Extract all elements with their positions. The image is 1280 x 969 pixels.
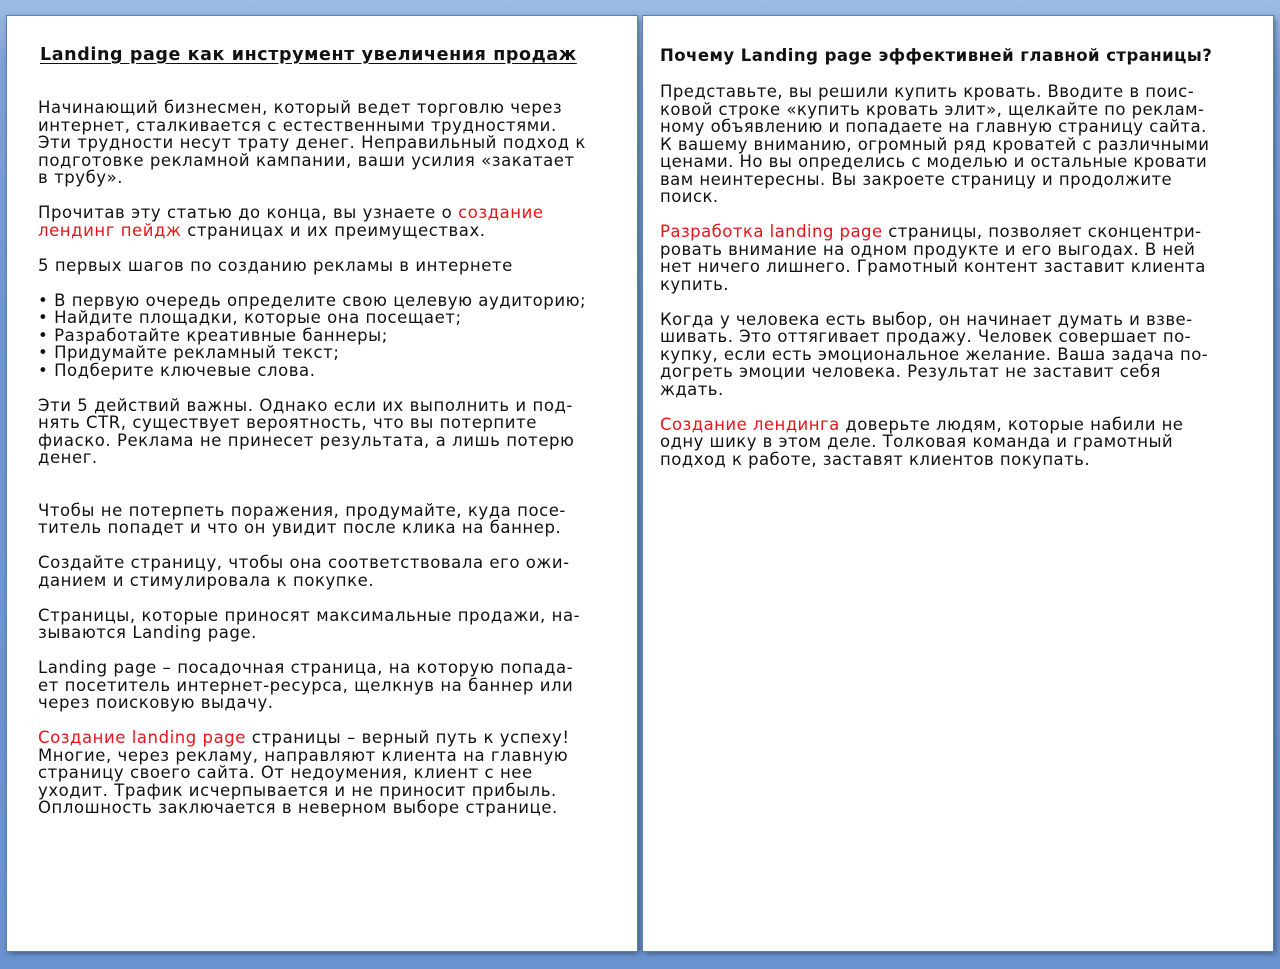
text-line: ному объявлению и попадаете на главную страницу сайта. [660, 117, 1207, 136]
definition-paragraph [38, 659, 627, 712]
text-line: Представьте, вы решили купить кровать. Вводите в поис- [660, 82, 1195, 101]
create-landing-link[interactable]: создание [458, 203, 544, 222]
text-line: фиаско. Реклама не принесет результата, а лишь потерю [38, 430, 575, 450]
text-line: вам неинтересны. Вы закроете страницу и продолжите [660, 169, 1173, 189]
left-page [7, 16, 637, 951]
create-page-paragraph [38, 554, 627, 589]
text-line: титель попадет и что он увидит после клика на баннер. [38, 518, 562, 537]
text-line: страницу своего сайта. От недоумения, клиент с нее [38, 763, 533, 782]
list-item: • Подберите ключевые слова. [38, 360, 316, 380]
text-line: догреть эмоции человека. Результат не заставит себя [660, 362, 1161, 381]
text-line: зываются Landing page. [38, 623, 257, 642]
text-line: Начинающий бизнесмен, который ведет торговлю через [38, 98, 563, 117]
create-landing-page-link[interactable]: Создание landing page [38, 728, 246, 747]
right-page [643, 16, 1273, 951]
text-line: Эти трудности несут трату денег. Неправильный подход к [38, 133, 586, 152]
text-line [38, 729, 627, 747]
text-line: подготовке рекламной кампании, ваши усилия «закатает [38, 150, 575, 170]
text-line: подход к работе, заставят клиентов покупать. [660, 449, 1091, 469]
list-item: • Найдите площадки, которые она посещает; [38, 308, 462, 327]
page-title: Почему Landing page эффективней главной страницы? [660, 46, 1213, 65]
text-segment: страницах и их преимуществах. [181, 220, 486, 240]
text-line: поиск. [660, 187, 719, 206]
text-line [660, 416, 1265, 434]
text-line: одну шику в этом деле. Толковая команда и грамотный [660, 432, 1174, 451]
text-line: Оплошность заключается в неверном выборе странице. [38, 798, 558, 817]
list-item: • Придумайте рекламный текст; [38, 343, 340, 362]
text-line: ценами. Но вы определись с моделью и остальные кровати [660, 152, 1208, 171]
page-title: Landing page как инструмент увеличения продаж [40, 45, 577, 65]
text-line: Страницы, которые приносят максимальные продажи, на- [38, 605, 581, 625]
text-line: нет ничего лишнего. Грамотный контент заставит клиента [660, 257, 1206, 276]
ctr-paragraph [38, 397, 627, 467]
text-line: денег. [38, 448, 98, 467]
bullet-list [38, 292, 627, 380]
text-line: Многие, через рекламу, направляют клиента на главную [38, 745, 569, 765]
text-line: данием и стимулировала к покупке. [38, 570, 375, 590]
development-paragraph [660, 223, 1265, 293]
bed-example-paragraph [660, 83, 1265, 206]
text-line: Эти 5 действий важны. Однако если их выполнить и под- [38, 395, 573, 415]
max-sales-paragraph [38, 607, 627, 642]
text-line: ет посетитель интернет-ресурса, щелкнув на баннер или [38, 675, 574, 695]
text-segment: страницы – верный путь к успеху! [245, 728, 570, 747]
text-line: Создайте страницу, чтобы она соответствовала его ожи- [38, 553, 570, 572]
text-segment: страницы, позволяет сконцентри- [882, 222, 1202, 241]
blank-line [38, 484, 627, 502]
text-line: Landing page – посадочная страница, на которую попада- [38, 658, 574, 677]
text-line [660, 223, 1265, 241]
text-line: Когда у человека есть выбор, он начинает думать и взве- [660, 309, 1193, 329]
text-line: в трубу». [38, 168, 124, 187]
create-landing-link-cont[interactable]: лендинг пейдж [38, 220, 182, 240]
text-line: К вашему вниманию, огромный ряд кроватей с различными [660, 134, 1210, 154]
create-landing-link[interactable]: Создание лендинга [660, 414, 840, 434]
text-line: интернет, сталкивается с естественными трудностями. [38, 115, 557, 135]
success-paragraph [38, 729, 627, 817]
choice-paragraph [660, 311, 1265, 399]
text-line: Чтобы не потерпеть поражения, продумайте, куда посе- [38, 500, 566, 520]
trust-paragraph [660, 416, 1265, 469]
visitor-paragraph [38, 502, 627, 537]
text-line: 5 первых шагов по созданию рекламы в интернете [38, 255, 513, 275]
text-line: ровать внимание на одном продукте и его выгодах. В ней [660, 239, 1196, 259]
article-preview-paragraph [38, 204, 627, 239]
text-line: шивать. Это оттягивает продажу. Человек совершает по- [660, 327, 1192, 346]
list-item: • Разработайте креативные баннеры; [38, 325, 388, 345]
text-line: купку, если есть эмоциональное желание. Ваша задача по- [660, 344, 1209, 364]
landing-development-link[interactable]: Разработка landing page [660, 222, 883, 241]
text-segment: Прочитав эту статью до конца, вы узнаете о [38, 203, 459, 222]
text-segment: доверьте людям, которые набили не [839, 414, 1184, 434]
intro-paragraph [38, 99, 627, 187]
text-line: уходит. Трафик исчерпывается и не приносит прибыль. [38, 780, 557, 800]
text-line: ковой строке «купить кровать элит», щелкайте по реклам- [660, 99, 1205, 119]
text-line: купить. [660, 274, 729, 294]
text-line: через поисковую выдачу. [38, 693, 274, 712]
text-line: ждать. [660, 379, 724, 399]
text-line: нять CTR, существует вероятность, что вы потерпите [38, 413, 537, 432]
text-line [38, 204, 627, 222]
list-item: • В первую очередь определите свою целевую аудиторию; [38, 290, 587, 310]
steps-heading [38, 257, 627, 275]
text-line [38, 222, 627, 240]
